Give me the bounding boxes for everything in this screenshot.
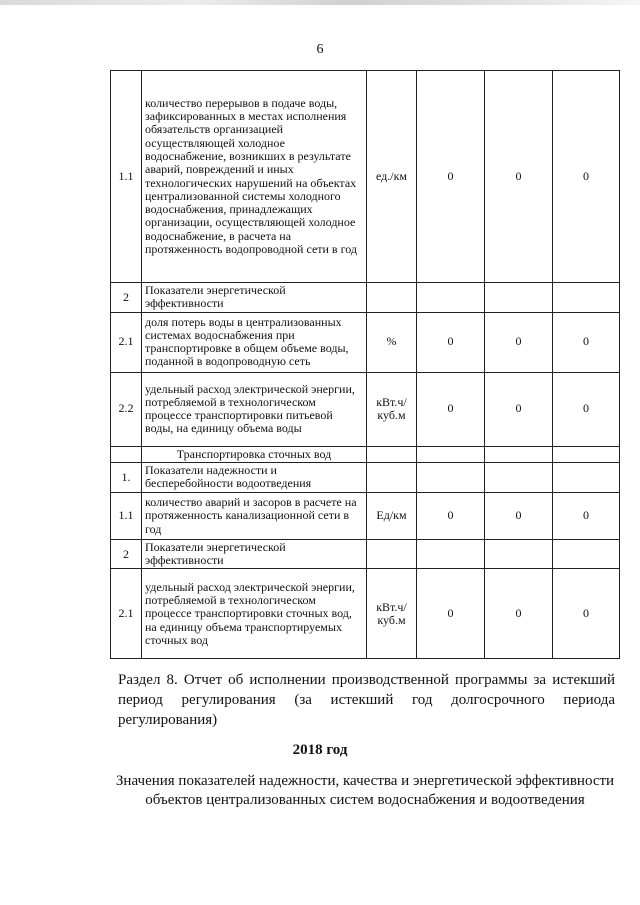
row-indicator-name: количество перерывов в подаче воды, зафиксированных в местах исполнения обязательств организацией осуществляющей холодное водоснабжение, возникших в результате аварий, повреждений и иных технологических нарушений на объектах централизованной системы холодного водоснабжения, принадлежащих организации, осуществляющей холодное водоснабжение, в расчета на протяженность водопроводной сети в год — [142, 71, 367, 283]
row-value-1: 0 — [417, 569, 485, 659]
row-value-1 — [417, 539, 485, 569]
table-row — [111, 492, 620, 539]
section-title: Транспортировка сточных вод — [142, 446, 367, 462]
row-indicator-name: удельный расход электрической энергии, потребляемой в технологическом процессе транспортировки сточных вод, на единицу объема транспортируемых сточных вод — [142, 569, 367, 659]
row-number — [111, 446, 142, 462]
row-number: 1.1 — [111, 492, 142, 539]
indicators-table — [110, 70, 620, 659]
row-value-2: 0 — [485, 492, 553, 539]
row-number: 2.1 — [111, 312, 142, 372]
row-value-3: 0 — [553, 569, 620, 659]
section-8-heading: Раздел 8. Отчет об исполнении производственной программы за истекший период регулирования (за истекший год долгосрочного периода регулирования) — [118, 672, 615, 728]
row-unit — [367, 446, 417, 462]
row-value-2 — [485, 283, 553, 313]
row-indicator-name: удельный расход электрической энергии, потребляемой в технологическом процессе транспортировки питьевой воды, на единицу объема воды — [142, 372, 367, 446]
row-value-1 — [417, 462, 485, 492]
row-number: 2 — [111, 283, 142, 313]
row-value-2: 0 — [485, 71, 553, 283]
table-row — [111, 462, 620, 492]
row-value-2: 0 — [485, 569, 553, 659]
row-number: 1. — [111, 462, 142, 492]
row-value-3 — [553, 283, 620, 313]
scan-artifact — [0, 0, 640, 5]
row-unit: Ед/км — [367, 492, 417, 539]
row-number: 2 — [111, 539, 142, 569]
row-value-1: 0 — [417, 71, 485, 283]
values-title: Значения показателей надежности, качества и энергетической эффективности объектов централизованных систем водоснабжения и водоотведения — [115, 773, 615, 808]
row-value-1 — [417, 283, 485, 313]
row-value-3: 0 — [553, 492, 620, 539]
row-number: 1.1 — [111, 71, 142, 283]
table-row — [111, 569, 620, 659]
table-row — [111, 312, 620, 372]
row-value-1: 0 — [417, 372, 485, 446]
row-value-3 — [553, 462, 620, 492]
row-value-1 — [417, 446, 485, 462]
table-row — [111, 283, 620, 313]
row-indicator-name: Показатели энергетической эффективности — [142, 539, 367, 569]
row-value-2 — [485, 539, 553, 569]
row-value-1: 0 — [417, 492, 485, 539]
row-unit: кВт.ч/ куб.м — [367, 372, 417, 446]
table-row — [111, 539, 620, 569]
page-number: 6 — [316, 42, 324, 57]
row-unit — [367, 539, 417, 569]
row-value-3 — [553, 539, 620, 569]
row-value-3 — [553, 446, 620, 462]
table-row — [111, 372, 620, 446]
row-indicator-name: Показатели надежности и бесперебойности водоотведения — [142, 462, 367, 492]
row-indicator-name: доля потерь воды в централизованных системах водоснабжения при транспортировке в общем объеме воды, поданной в водопроводную сеть — [142, 312, 367, 372]
row-unit: кВт.ч/ куб.м — [367, 569, 417, 659]
row-indicator-name: количество аварий и засоров в расчете на протяженность канализационной сети в год — [142, 492, 367, 539]
row-value-3: 0 — [553, 312, 620, 372]
row-indicator-name: Показатели энергетической эффективности — [142, 283, 367, 313]
row-value-2: 0 — [485, 312, 553, 372]
row-unit — [367, 462, 417, 492]
row-value-2 — [485, 446, 553, 462]
row-unit — [367, 283, 417, 313]
report-year: 2018 год — [292, 742, 348, 758]
row-unit: ед./км — [367, 71, 417, 283]
table-section-row — [111, 446, 620, 462]
table-row — [111, 71, 620, 283]
row-value-3: 0 — [553, 372, 620, 446]
row-unit: % — [367, 312, 417, 372]
row-value-1: 0 — [417, 312, 485, 372]
row-value-2: 0 — [485, 372, 553, 446]
row-value-2 — [485, 462, 553, 492]
row-number: 2.2 — [111, 372, 142, 446]
row-number: 2.1 — [111, 569, 142, 659]
row-value-3: 0 — [553, 71, 620, 283]
